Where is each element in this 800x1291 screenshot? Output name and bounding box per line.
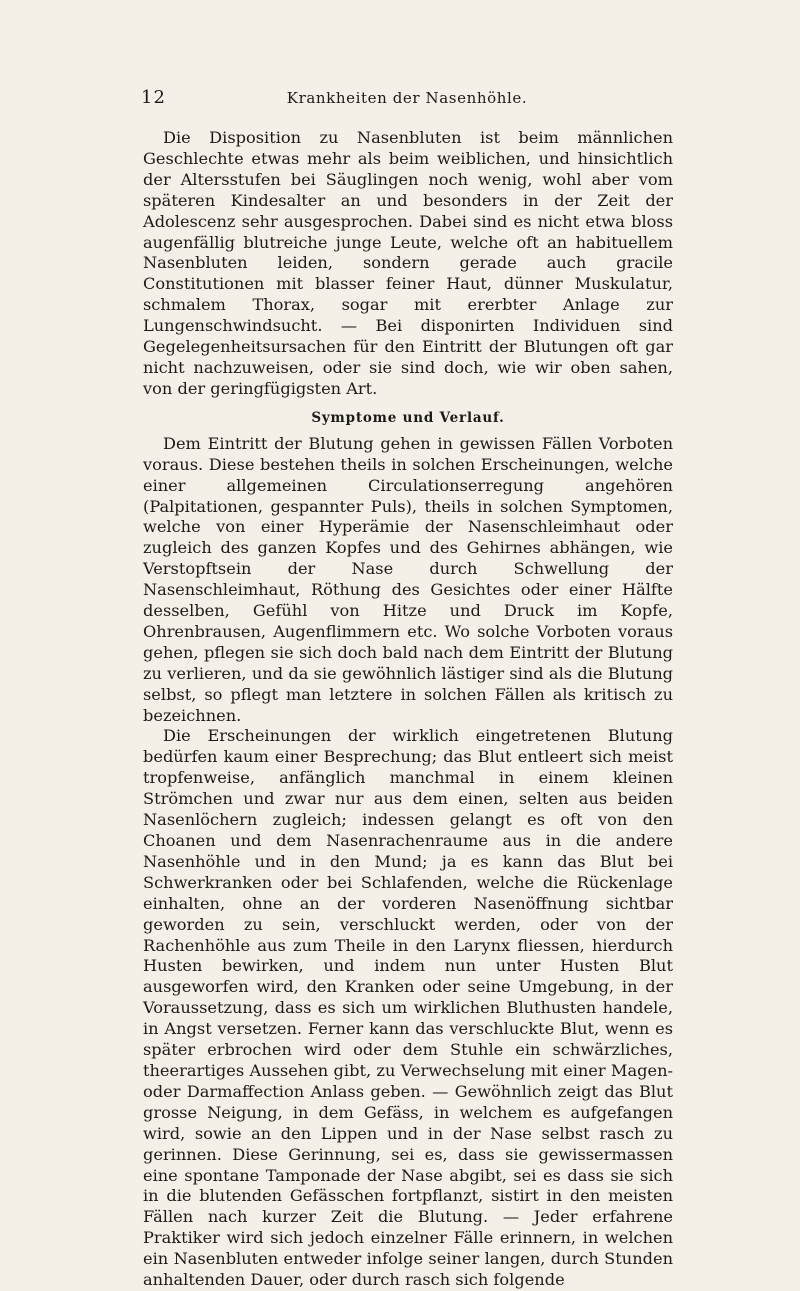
running-title: Krankheiten der Nasenhöhle. [286, 89, 528, 107]
paragraph-vorboten: Dem Eintritt der Blutung gehen in gewissen Fällen Vorboten voraus. Diese bestehen theils in solchen Erscheinungen, welche einer allgemeinen Circulationserregung angehören (Palpitationen, gespannter Puls), theils in solchen Symptomen, welche von einer Hyperämie der Nasenschleimhaut oder zugleich des ganzen Kopfes und des Gehirnes abhängen, wie Verstopftsein der Nase durch Schwellung der Nasenschleimhaut, Röthung des Gesichtes oder einer Hälfte desselben, Gefühl von Hitze und Druck im Kopfe, Ohrenbrausen, Augenflimmern etc. Wo solche Vorboten voraus gehen, pflegen sie sich doch bald nach dem Eintritt der Blutung zu verlieren, und da sie gewöhnlich lästiger sind als die Blutung selbst, so pflegt man letztere in solchen Fällen als kritisch zu bezeichnen. [143, 433, 673, 725]
paragraph-erscheinungen: Die Erscheinungen der wirklich eingetretenen Blutung bedürfen kaum einer Besprechung; das Blut entleert sich meist tropfenweise, anfänglich manchmal in einem kleinen Strömchen und zwar nur aus dem einen, selten aus beiden Nasenlöchern zugleich; indessen gelangt es oft von den Choanen und dem Nasenrachenraume aus in die andere Nasenhöhle und in den Mund; ja es kann das Blut bei Schwerkranken oder bei Schlafenden, welche die Rückenlage einhalten, ohne an der vorderen Nasenöffnung sichtbar geworden zu sein, verschluckt werden, oder von der Rachenhöhle aus zum Theile in den Larynx fliessen, hierdurch Husten bewirken, und indem nun unter Husten Blut ausgeworfen wird, den Kranken oder seine Umgebung, in der Voraussetzung, dass es sich um wirklichen Bluthusten handele, in Angst versetzen. Ferner kann das verschluckte Blut, wenn es später erbrochen wird oder dem Stuhle ein schwärzliches, theerartiges Aussehen gibt, zu Verwechselung mit einer Magen- oder Darmaffection Anlass geben. — Gewöhnlich zeigt das Blut grosse Neigung, in dem Gefäss, in welchem es aufgefangen wird, sowie an den Lippen und in der Nase selbst rasch zu gerinnen. Diese Gerinnung, sei es, dass sie gewissermassen eine spontane Tamponade der Nase abgibt, sei es dass sie sich in die blutenden Gefässchen fortpflanzt, sistirt in den meisten Fällen nach kurzer Zeit die Blutung. — Jeder erfahrene Praktiker wird sich jedoch einzelner Fälle erinnern, in welchen ein Nasenbluten entweder infolge seiner langen, durch Stunden anhaltenden Dauer, oder durch rasch sich folgende [143, 726, 673, 1290]
body-text [143, 128, 673, 1291]
page-number: 12 [141, 87, 166, 108]
page-header [141, 87, 673, 109]
section-heading: Symptome und Verlauf. [311, 409, 505, 426]
paragraph-disposition: Die Disposition zu Nasenbluten ist beim männlichen Geschlechte etwas mehr als beim weiblichen, und hinsichtlich der Altersstufen bei Säuglingen noch wenig, wohl aber vom späteren Kindesalter an und besonders in der Zeit der Adolescenz sehr ausgesprochen. Dabei sind es nicht etwa bloss augenfällig blutreiche junge Leute, welche oft an habituellem Nasenbluten leiden, sondern gerade auch gracile Constitutionen mit blasser feiner Haut, dünner Muskulatur, schmalem Thorax, sogar mit ererbter Anlage zur Lungenschwindsucht. — Bei disponirten Individuen sind Gegelegenheitsursachen für den Eintritt der Blutungen oft gar nicht nachzuweisen, oder sie sind doch, wie wir oben sahen, von der geringfügigsten Art. [143, 128, 673, 398]
